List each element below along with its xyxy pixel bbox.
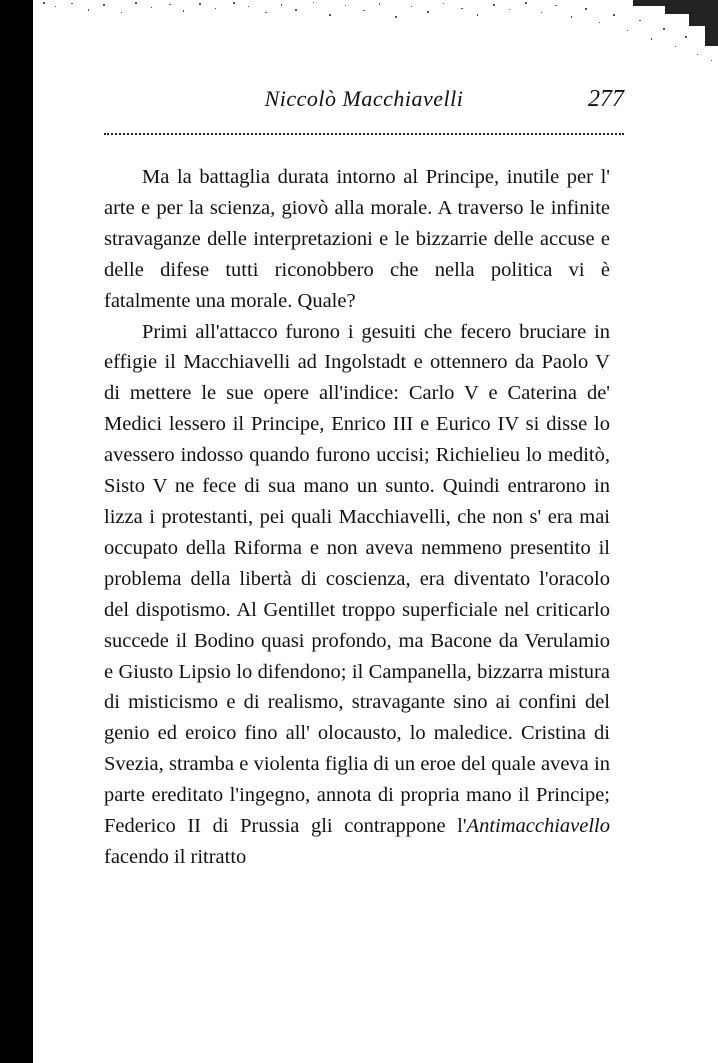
body-text [104,162,610,873]
paragraph: Ma la battaglia durata intorno al Principe, inutile per l' arte e per la scienza, giovò alla morale. A traverso le infinite stravaganze delle interpretazioni e le bizzarrie delle accuse e delle difese tutti riconobbero che nella politica vi è fatalmente una morale. Quale? [104,166,610,312]
page-number: 277 [588,86,624,112]
paragraph [104,317,610,873]
running-head [104,86,624,116]
paragraph-text: facendo il ritratto [104,845,247,868]
scan-speckle [33,0,718,72]
book-title: Antimacchiavello [466,815,610,838]
running-title: Niccolò Macchiavelli [264,86,464,111]
paragraph-text: Primi all'attacco furono i gesuiti che fecero bruciare in effigie il Macchiavelli ad Ingolstadt e ottennero da Paolo V di mettere le sue opere all'indice: Carlo V e Caterina de' Medici lessero il Principe, Enrico III e Eurico IV si disse lo avessero indosso quando furono uccisi; Richielieu lo meditò, Sisto V ne fece di sua mano un sunto. Quindi entrarono in lizza i protestanti, pei quali Macchiavelli, che non s' era mai occupato della Riforma e non aveva nemmeno presentito il problema della libertà di coscienza, era diventato l'oracolo del dispotismo. Al Gentillet troppo superficiale nel criticarlo succede il Bodino quasi profondo, ma Bacone da Verulamio e Giusto Lipsio lo difendono; il Campanella, bizzarra mistura di misticismo e di realismo, stravagante sino ai confini del genio ed eroico fino all' olocausto, lo maledice. Cristina di Svezia, stramba e violenta figlia di un eroe del quale aveva in parte ereditato l'ingegno, annota di propria mano il Principe; Federico II di Prussia gli contrappone l' [104,320,610,838]
header-rule [104,133,624,135]
binding-edge [0,0,33,1063]
